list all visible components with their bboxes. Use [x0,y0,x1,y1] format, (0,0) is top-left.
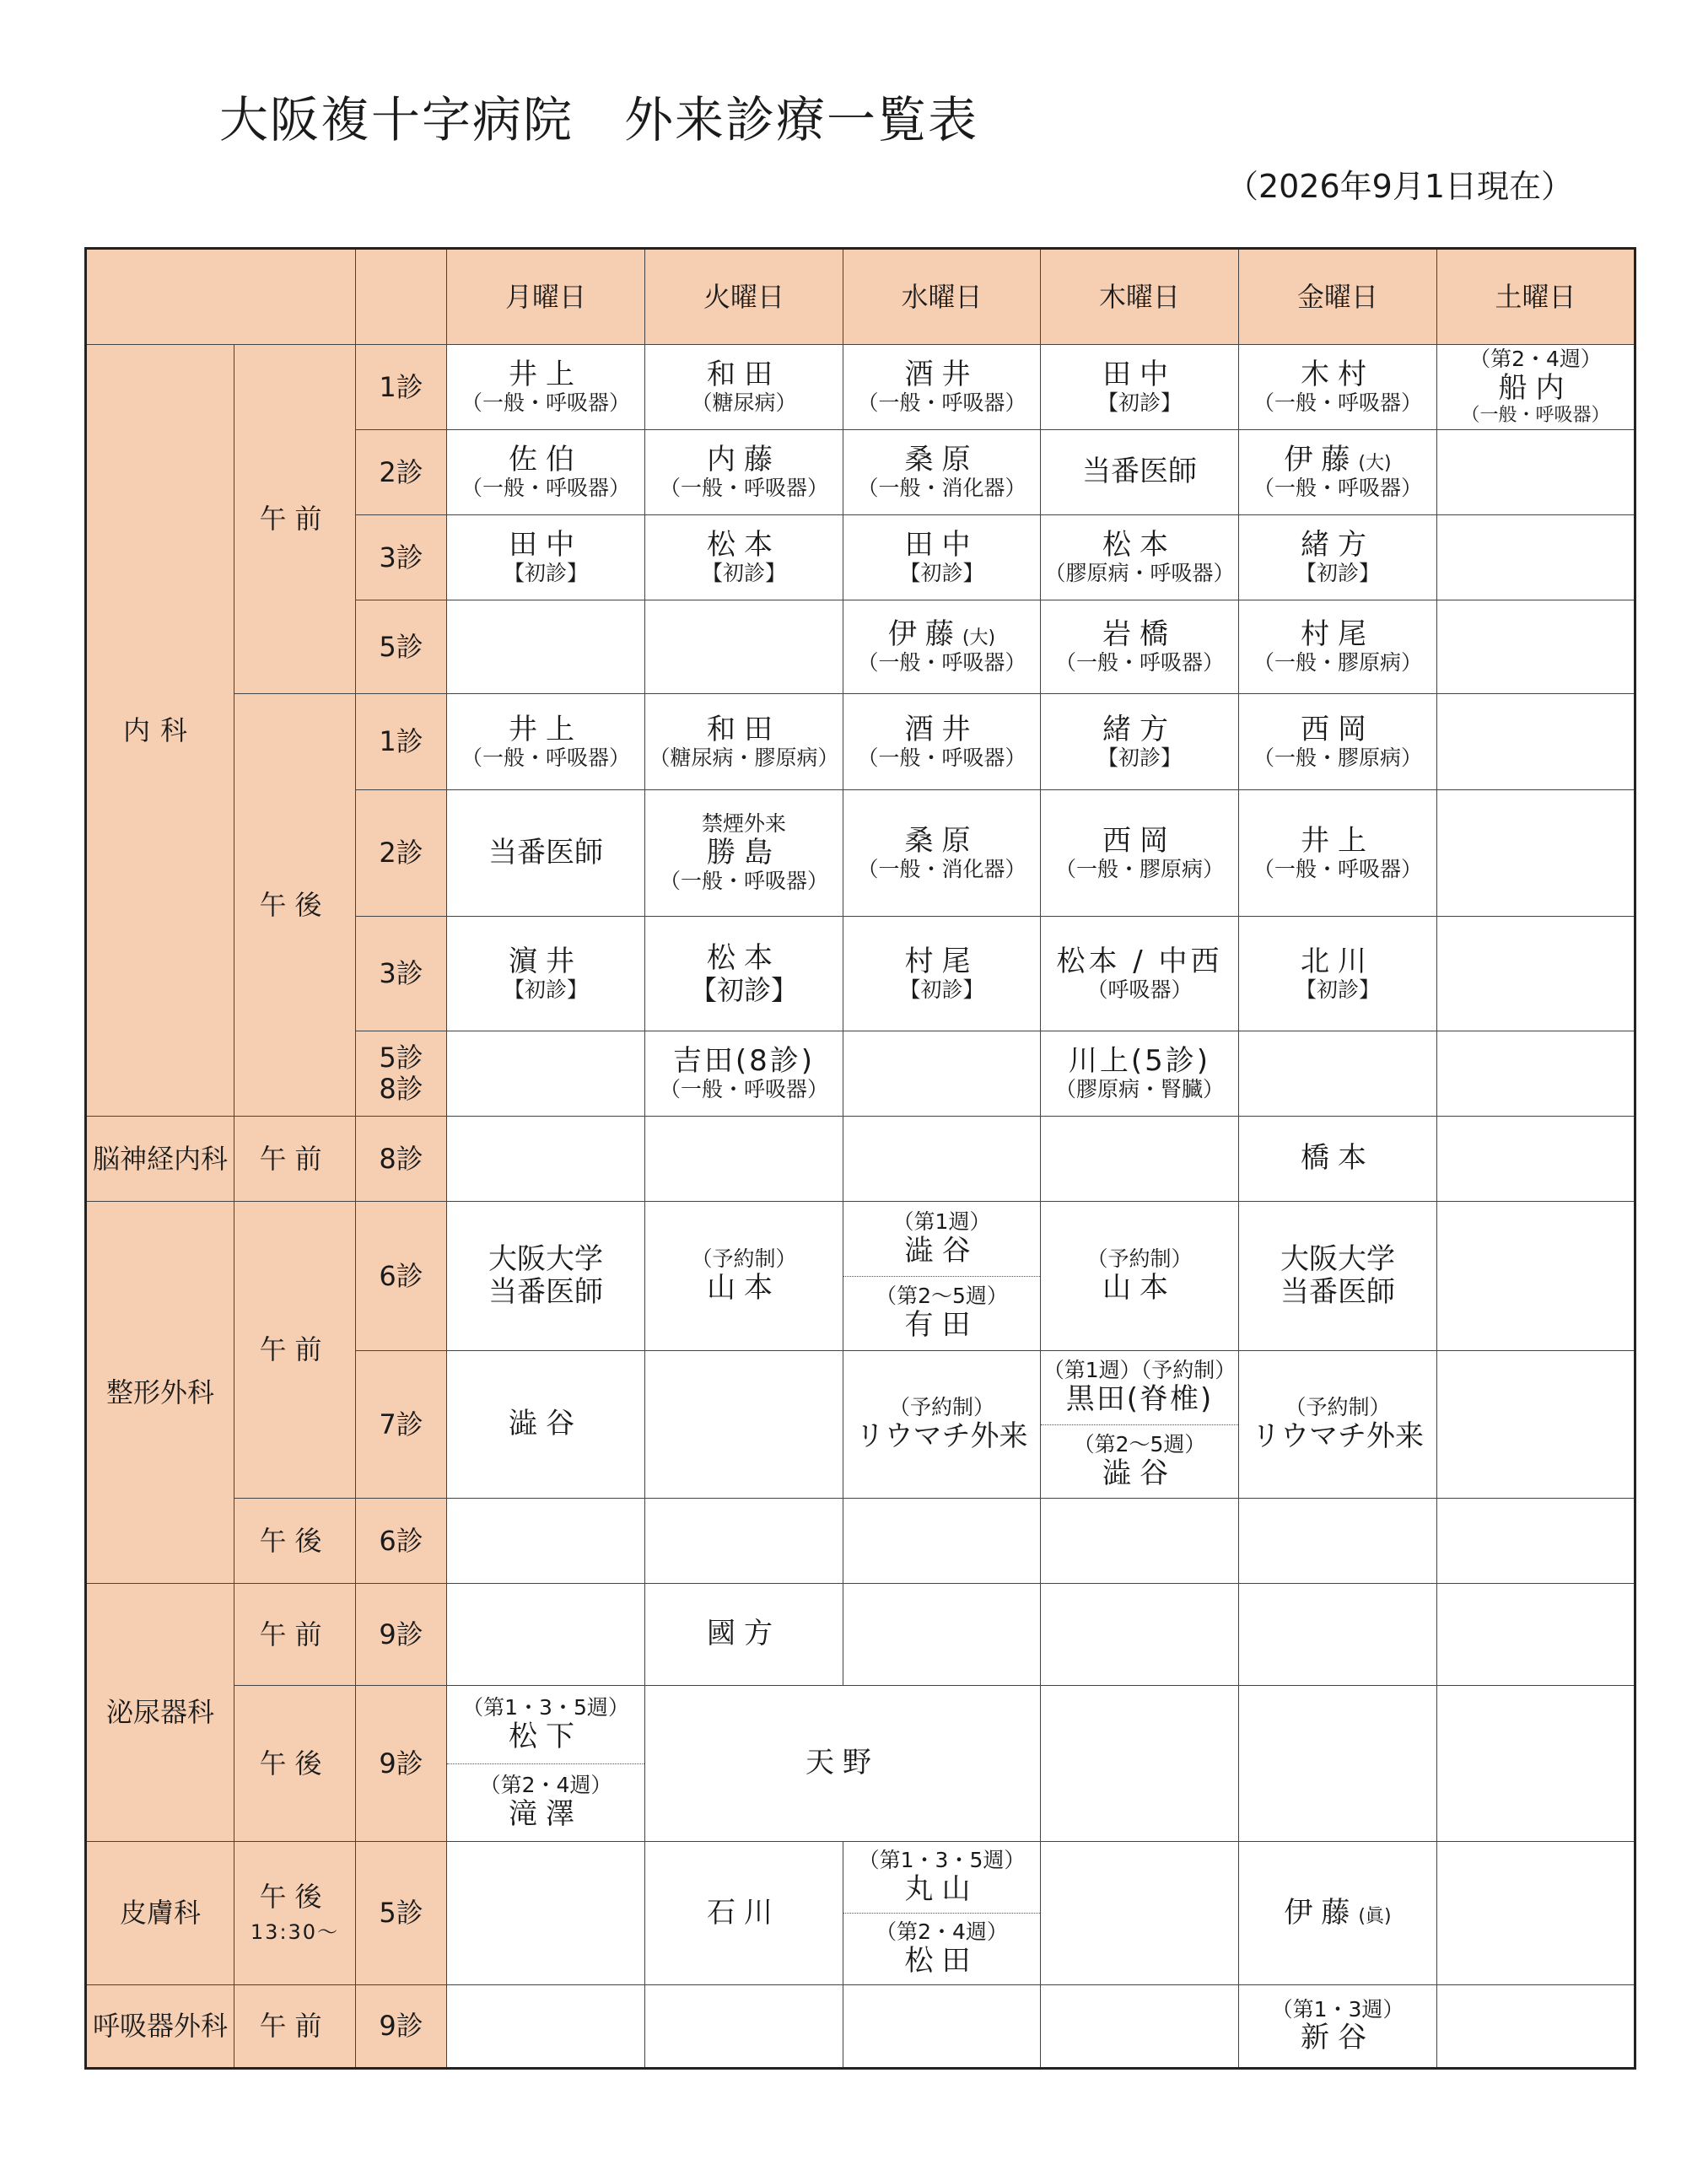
doctor-name: 田中 [904,528,979,563]
alternating-slot [1041,1425,1238,1499]
schedule-cell [843,1351,1041,1499]
specialty-label: （一般・呼吸器） [659,869,828,894]
schedule-cell [1239,430,1437,515]
doctor-name: 山本 [707,1270,781,1305]
dept-nou: 脳神経内科 [86,1117,234,1202]
room-label: 6診 [356,1499,447,1584]
day-header-wed: 水曜日 [843,249,1041,345]
alternating-slot [843,1277,1040,1351]
schedule-cell [447,790,645,917]
alternating-slot [843,1202,1040,1277]
specialty-label: （一般・消化器） [857,476,1026,501]
doctor-name: 桑原 [904,443,979,477]
schedule-cell [645,1584,843,1686]
schedule-cell [645,917,843,1031]
schedule-cell [843,1584,1041,1686]
doctor-name: 緒方 [1301,528,1375,563]
schedule-cell [447,1117,645,1202]
table-row [86,1499,1635,1584]
specialty-label: （一般・呼吸器） [857,390,1026,416]
doctor-name: 新谷 [1301,2021,1375,2055]
table-row [86,1985,1635,2069]
room-label: 1診 [356,694,447,790]
schedule-note: 禁煙外来 [701,811,786,837]
schedule-cell [843,600,1041,694]
room-label: 5診 [356,1842,447,1985]
doctor-name: 大阪大学 [1280,1241,1395,1276]
doctor-name: 西岡 [1102,823,1177,858]
doctor-name: 伊藤(眞) [1284,1895,1392,1930]
alternating-slot [1041,1351,1238,1425]
room-label: 5診 8診 [356,1031,447,1117]
doctor-name: 佐伯 [509,443,583,477]
schedule-cell [1239,1117,1437,1202]
schedule-cell [1041,1686,1239,1842]
schedule-cell [1437,1842,1635,1985]
specialty-label: （一般・呼吸器） [659,476,828,501]
schedule-cell [447,1031,645,1117]
schedule-cell [1041,694,1239,790]
ampm-label-hifu: 午後 13:30〜 [234,1842,356,1985]
schedule-note: （第2・4週） [1469,347,1602,372]
day-header-fri: 金曜日 [1239,249,1437,345]
schedule-note: （予約制） [1086,1246,1193,1272]
table-row [86,1202,1635,1351]
schedule-cell [843,1985,1041,2069]
schedule-cell [447,515,645,600]
schedule-cell [1437,1686,1635,1842]
name-mark: (眞) [1358,1905,1392,1927]
schedule-note: （第2・4週） [876,1919,1008,1945]
specialty-label: （一般・消化器） [857,856,1026,881]
specialty-label: （一般・呼吸器） [1253,476,1422,501]
time-label: 13:30〜 [250,1920,340,1945]
doctor-name: 木村 [1301,358,1375,392]
doctor-name: 天野 [806,1746,880,1780]
table-row [86,1584,1635,1686]
schedule-cell [447,430,645,515]
doctor-name: 滝澤 [509,1797,583,1832]
doctor-name: リウマチ外来 [855,1419,1028,1453]
room-label: 2診 [356,790,447,917]
schedule-cell [1041,430,1239,515]
schedule-cell [1041,1499,1239,1584]
day-header-row [86,249,1635,345]
doctor-name: 松田 [904,1943,979,1978]
schedule-cell [843,430,1041,515]
schedule-cell [1041,1351,1239,1499]
schedule-cell [645,600,843,694]
schedule-cell [645,515,843,600]
doctor-name: 松本 / 中西 [1056,944,1223,978]
doctor-name: 松本 [1102,528,1177,563]
specialty-label: （一般・膠原病） [1253,650,1422,676]
specialty-label: 【初診】 [1295,977,1380,1002]
schedule-cell [1239,1202,1437,1351]
ampm-label: 午前 [234,1584,356,1686]
doctor-name: 井上 [509,712,583,746]
doctor-name: 和田 [707,358,781,392]
room-label: 8診 [356,1117,447,1202]
specialty-label: 【初診】 [1096,745,1182,770]
schedule-cell [843,1499,1041,1584]
schedule-note: （第1週） [892,1209,991,1234]
schedule-note: （第2〜5週） [1073,1431,1206,1456]
schedule-cell [1041,600,1239,694]
schedule-cell [447,600,645,694]
day-header-sat: 土曜日 [1437,249,1635,345]
schedule-note: （第1・3週） [1271,1996,1404,2022]
doctor-name: 國方 [707,1617,781,1651]
alternating-slot [843,1842,1040,1914]
schedule-cell [1041,1584,1239,1686]
schedule-cell [645,1985,843,2069]
schedule-cell [1239,600,1437,694]
alternating-slot [447,1764,644,1842]
doctor-name: 伊藤(大) [887,617,996,652]
day-header-tue: 火曜日 [645,249,843,345]
schedule-cell [447,1985,645,2069]
schedule-cell [645,1842,843,1985]
doctor-name: 当番医師 [1082,455,1197,489]
schedule-cell [1041,515,1239,600]
ampm-label: 午後 [234,694,356,1117]
schedule-cell [1437,1351,1635,1499]
specialty-label: 【初診】 [899,561,984,586]
doctor-name: 酒井 [904,358,979,392]
room-label: 9診 [356,1686,447,1842]
as-of-date: （2026年9月1日現在） [1226,168,1573,205]
doctor-name: 橋本 [1301,1141,1375,1176]
schedule-cell [1239,1985,1437,2069]
doctor-name: 松本 [707,528,781,563]
specialty-label: （一般・呼吸器） [461,476,630,501]
name-mark: (大) [962,627,996,649]
schedule-cell [1239,1584,1437,1686]
doctor-name: 有田 [904,1308,979,1343]
schedule-cell [843,1031,1041,1117]
schedule-cell [1437,1117,1635,1202]
schedule-cell [1437,515,1635,600]
specialty-label: （一般・呼吸器） [461,390,630,416]
schedule-cell [1239,1842,1437,1985]
schedule-cell [843,515,1041,600]
schedule-cell [1041,790,1239,917]
doctor-name: 松下 [509,1719,583,1753]
schedule-cell [1437,790,1635,917]
day-header-thu: 木曜日 [1041,249,1239,345]
doctor-name: 桑原 [904,823,979,858]
room-label: 3診 [356,515,447,600]
schedule-cell [1437,345,1635,430]
schedule-cell [645,790,843,917]
specialty-label: （糖尿病・膠原病） [649,745,839,770]
schedule-cell [447,1686,645,1842]
specialty-label: 【初診】 [1295,561,1380,586]
schedule-cell [1437,430,1635,515]
dept-kokyu: 呼吸器外科 [86,1985,234,2069]
ampm-label: 午前 [234,1985,356,2069]
doctor-name: 岩橋 [1102,617,1177,652]
schedule-note: （第2〜5週） [876,1284,1008,1309]
doctor-name: 緒方 [1102,712,1177,746]
doctor-name: 井上 [509,358,583,392]
specialty-label: 【初診】 [701,561,786,586]
alternating-slot [447,1686,644,1764]
specialty-label: （一般・呼吸器） [857,650,1026,676]
schedule-cell [1437,600,1635,694]
dept-hinyo: 泌尿器科 [86,1584,234,1842]
schedule-cell [645,1031,843,1117]
doctor-name: 澁谷 [904,1233,979,1268]
doctor-name: 山本 [1102,1270,1177,1305]
schedule-cell [1041,1842,1239,1985]
room-label: 3診 [356,917,447,1031]
schedule-cell [645,430,843,515]
schedule-cell [843,1117,1041,1202]
specialty-label: （糖尿病） [691,390,797,416]
table-row [86,345,1635,430]
doctor-name: 北川 [1301,944,1375,978]
doctor-name: 大阪大学 [488,1241,603,1276]
schedule-note: （第1・3・5週） [462,1694,629,1720]
schedule-cell [447,1584,645,1686]
schedule-cell [1437,1584,1635,1686]
doctor-name: 澁谷 [509,1407,583,1441]
ampm-label: 午前 [234,1117,356,1202]
specialty-label: 【初診】 [899,977,984,1002]
doctor-name: 村尾 [904,944,979,978]
room-label: 9診 [356,1584,447,1686]
dept-hifu: 皮膚科 [86,1842,234,1985]
schedule-cell [447,1499,645,1584]
schedule-table [84,247,1636,2070]
schedule-cell [1437,1985,1635,2069]
doctor-name: 当番医師 [1280,1275,1395,1309]
schedule-cell [1437,694,1635,790]
doctor-name: 石川 [707,1895,781,1930]
corner-cell-room [356,249,447,345]
specialty-label: （呼吸器） [1086,977,1193,1002]
doctor-name: 川上(5診) [1068,1044,1211,1079]
specialty-label: （一般・呼吸器） [659,1077,828,1102]
schedule-cell [1437,1202,1635,1351]
schedule-cell [1041,345,1239,430]
doctor-name: 田中 [509,528,583,563]
schedule-cell [843,917,1041,1031]
room-label: 5診 [356,600,447,694]
specialty-label: （一般・呼吸器） [1253,390,1422,416]
schedule-cell [447,1351,645,1499]
schedule-note: （予約制） [888,1395,994,1420]
specialty-label: （一般・膠原病） [1054,856,1224,881]
schedule-cell [1437,917,1635,1031]
specialty-label: 【初診】 [503,977,588,1002]
schedule-cell [1239,515,1437,600]
schedule-cell [1041,1117,1239,1202]
schedule-cell [1239,917,1437,1031]
doctor-name: 田中 [1102,358,1177,392]
schedule-cell [645,345,843,430]
schedule-note: （第1・3・5週） [858,1848,1026,1873]
specialty-label: （膠原病・腎臓） [1054,1077,1224,1102]
schedule-cell [645,1351,843,1499]
schedule-cell [1041,917,1239,1031]
schedule-cell [1239,1031,1437,1117]
schedule-cell [843,1842,1041,1985]
doctor-name: 井上 [1301,823,1375,858]
schedule-cell [447,1842,645,1985]
dept-naika: 内科 [86,345,234,1117]
schedule-cell [1239,1351,1437,1499]
specialty-label: （一般・呼吸器） [461,745,630,770]
schedule-cell [1437,1031,1635,1117]
schedule-cell [645,1202,843,1351]
specialty-label: （一般・呼吸器） [857,745,1026,770]
room-label: 7診 [356,1351,447,1499]
doctor-name: 丸山 [904,1871,979,1906]
schedule-cell [447,345,645,430]
schedule-cell [1239,1499,1437,1584]
name-mark: (大) [1358,453,1392,475]
dept-seikei: 整形外科 [86,1202,234,1584]
schedule-cell [645,694,843,790]
schedule-cell [843,694,1041,790]
schedule-cell [447,917,645,1031]
doctor-name: 松本 [707,940,781,975]
doctor-name: 濵井 [509,944,583,978]
room-label: 2診 [356,430,447,515]
schedule-cell [1437,1499,1635,1584]
schedule-note: （予約制） [691,1246,797,1272]
schedule-cell [843,790,1041,917]
schedule-cell [1239,345,1437,430]
ampm-label: 午前 [234,1202,356,1499]
room-label: 6診 [356,1202,447,1351]
schedule-note: （予約制） [1285,1395,1391,1420]
doctor-name: 村尾 [1301,617,1375,652]
doctor-name: 西岡 [1301,712,1375,746]
doctor-name: 勝島 [707,835,781,870]
specialty-label: （膠原病・呼吸器） [1044,561,1235,586]
schedule-cell [1041,1985,1239,2069]
schedule-cell [645,1686,1041,1842]
day-header-mon: 月曜日 [447,249,645,345]
schedule-cell [1239,1686,1437,1842]
specialty-label: 【初診】 [1096,390,1182,416]
room-label: 9診 [356,1985,447,2069]
table-row [86,1842,1635,1985]
schedule-note: （第1週）（予約制） [1043,1358,1237,1383]
doctor-name: 酒井 [904,712,979,746]
table-row [86,1117,1635,1202]
specialty-label: （一般・膠原病） [1253,745,1422,770]
schedule-cell [1041,1202,1239,1351]
schedule-cell [645,1117,843,1202]
schedule-cell [843,1202,1041,1351]
corner-cell [86,249,356,345]
schedule-cell [1041,1031,1239,1117]
doctor-name: 吉田(8診) [672,1044,816,1079]
doctor-name: 和田 [707,712,781,746]
doctor-name: 黒田(脊椎) [1065,1382,1214,1417]
schedule-note: （第2・4週） [479,1773,612,1798]
doctor-name: 当番医師 [488,835,603,870]
ampm-label: 午前 [234,345,356,694]
name-mark: （一般・呼吸器） [1461,405,1610,427]
schedule-cell [843,345,1041,430]
specialty-label: （一般・呼吸器） [1253,856,1422,881]
ampm-label: 午後 [234,1686,356,1842]
alternating-slot [843,1914,1040,1984]
doctor-name: リウマチ外来 [1252,1419,1424,1453]
schedule-cell [1239,790,1437,917]
doctor-name: 内藤 [707,443,781,477]
table-row [86,694,1635,790]
schedule-cell [447,1202,645,1351]
doctor-name: 船内 [1498,371,1573,406]
page-title: 大阪複十字病院 外来診療一覧表 [218,91,978,148]
room-label: 1診 [356,345,447,430]
ampm-label: 午後 [234,1499,356,1584]
doctor-name: 当番医師 [488,1275,603,1309]
schedule-cell [447,694,645,790]
specialty-label: 【初診】 [503,561,588,586]
doctor-name: 澁谷 [1102,1456,1177,1490]
specialty-label: 【初診】 [689,973,798,1006]
table-row [86,1686,1635,1842]
doctor-name: 伊藤(大) [1284,443,1392,477]
schedule-cell [645,1499,843,1584]
schedule-cell [1239,694,1437,790]
specialty-label: （一般・呼吸器） [1054,650,1224,676]
